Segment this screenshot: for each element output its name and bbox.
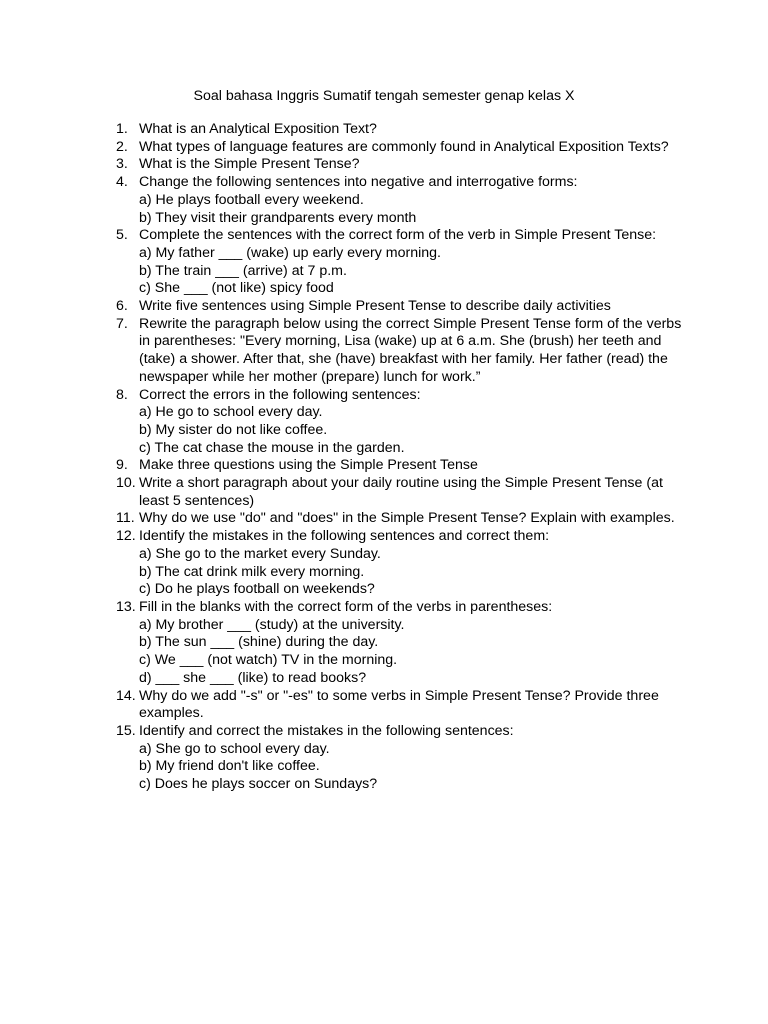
question-item — [116, 156, 696, 174]
sub-item: a) My brother ___ (study) at the university. — [139, 616, 405, 633]
sub-item: c) Do he plays football on weekends? — [139, 581, 375, 598]
question-number: 10. — [116, 475, 136, 492]
question-item — [116, 457, 696, 475]
sub-item: b) The train ___ (arrive) at 7 p.m. — [139, 262, 347, 279]
sub-item-list — [139, 404, 696, 457]
question-number: 9. — [116, 457, 128, 474]
sub-item: a) He go to school every day. — [139, 404, 323, 421]
question-number: 13. — [116, 598, 136, 615]
sub-item: b) The sun ___ (shine) during the day. — [139, 634, 379, 651]
question-number: 11. — [116, 510, 135, 527]
sub-item: c) She ___ (not like) spicy food — [139, 280, 334, 297]
question-number: 5. — [116, 227, 128, 244]
sub-item: c) Does he plays soccer on Sundays? — [139, 776, 378, 793]
question-number: 1. — [116, 121, 128, 137]
question-text: Correct the errors in the following sentences: — [139, 386, 421, 403]
question-text: Write five sentences using Simple Present Tense to describe daily activities — [139, 298, 611, 315]
question-item — [116, 599, 696, 688]
question-number: 2. — [116, 138, 128, 155]
question-number: 12. — [116, 528, 136, 545]
question-number: 15. — [116, 722, 136, 739]
question-text: Identify the mistakes in the following sentences and correct them: — [139, 528, 550, 545]
sub-item: a) He plays football every weekend. — [139, 191, 364, 208]
sub-item-list — [139, 192, 696, 227]
sub-item: b) My friend don't like coffee. — [139, 758, 320, 775]
sub-item: a) My father ___ (wake) up early every morning. — [139, 244, 442, 261]
document-title-text: Soal bahasa Inggris Sumatif tengah semester genap kelas X — [193, 88, 575, 104]
sub-item-list — [139, 546, 696, 599]
question-text: Why do we add "-s" or "-es" to some verbs in Simple Present Tense? Provide three examples. — [139, 687, 659, 722]
document-title — [0, 86, 768, 106]
question-text: What is the Simple Present Tense? — [139, 156, 360, 173]
sub-item: b) My sister do not like coffee. — [139, 421, 328, 438]
question-item — [116, 688, 696, 723]
question-text: Fill in the blanks with the correct form of the verbs in parentheses: — [139, 598, 553, 615]
question-text: Why do we use "do" and "does" in the Simple Present Tense? Explain with examples. — [139, 510, 675, 527]
question-list — [116, 121, 696, 794]
question-text: Identify and correct the mistakes in the following sentences: — [139, 722, 514, 739]
sub-item: c) The cat chase the mouse in the garden. — [139, 439, 405, 456]
question-text: Rewrite the paragraph below using the correct Simple Present Tense form of the verbs in parentheses: "Every morning, Lisa (wake) up at 6 a.m. She (brush) her teeth and (take) a shower. After that, she (have) breakfast with her family. Her father (read) the newspaper while her mother (prepare) lunch for work.” — [139, 315, 682, 385]
question-item — [116, 510, 696, 528]
question-item — [116, 387, 696, 458]
question-item — [116, 528, 696, 599]
sub-item: b) They visit their grandparents every month — [139, 209, 417, 226]
question-item — [116, 227, 696, 298]
question-text: Make three questions using the Simple Present Tense — [139, 457, 478, 474]
sub-item: a) She go to school every day. — [139, 740, 330, 757]
sub-item: a) She go to the market every Sunday. — [139, 545, 381, 562]
question-number: 14. — [116, 687, 136, 704]
question-number: 7. — [116, 315, 128, 332]
question-number: 8. — [116, 386, 128, 403]
question-item — [116, 174, 696, 227]
question-text: Complete the sentences with the correct form of the verb in Simple Present Tense: — [139, 227, 657, 244]
sub-item-list — [139, 245, 696, 298]
question-item — [116, 121, 696, 139]
question-item — [116, 723, 696, 794]
question-item — [116, 316, 696, 387]
sub-item: c) We ___ (not watch) TV in the morning. — [139, 652, 398, 669]
question-number: 4. — [116, 174, 128, 191]
sub-item-list — [139, 617, 696, 688]
question-item — [116, 139, 696, 157]
sub-item: b) The cat drink milk every morning. — [139, 563, 365, 580]
question-item — [116, 475, 696, 510]
question-text: What is an Analytical Exposition Text? — [139, 121, 377, 137]
question-text: Change the following sentences into negative and interrogative forms: — [139, 174, 578, 191]
sub-item: d) ___ she ___ (like) to read books? — [139, 669, 367, 686]
question-text: What types of language features are commonly found in Analytical Exposition Texts? — [139, 138, 669, 155]
question-text: Write a short paragraph about your daily routine using the Simple Present Tense (at least 5 sentences) — [139, 475, 663, 509]
sub-item-list — [139, 741, 696, 794]
question-number: 6. — [116, 298, 128, 315]
question-item — [116, 298, 696, 316]
question-number: 3. — [116, 156, 128, 173]
